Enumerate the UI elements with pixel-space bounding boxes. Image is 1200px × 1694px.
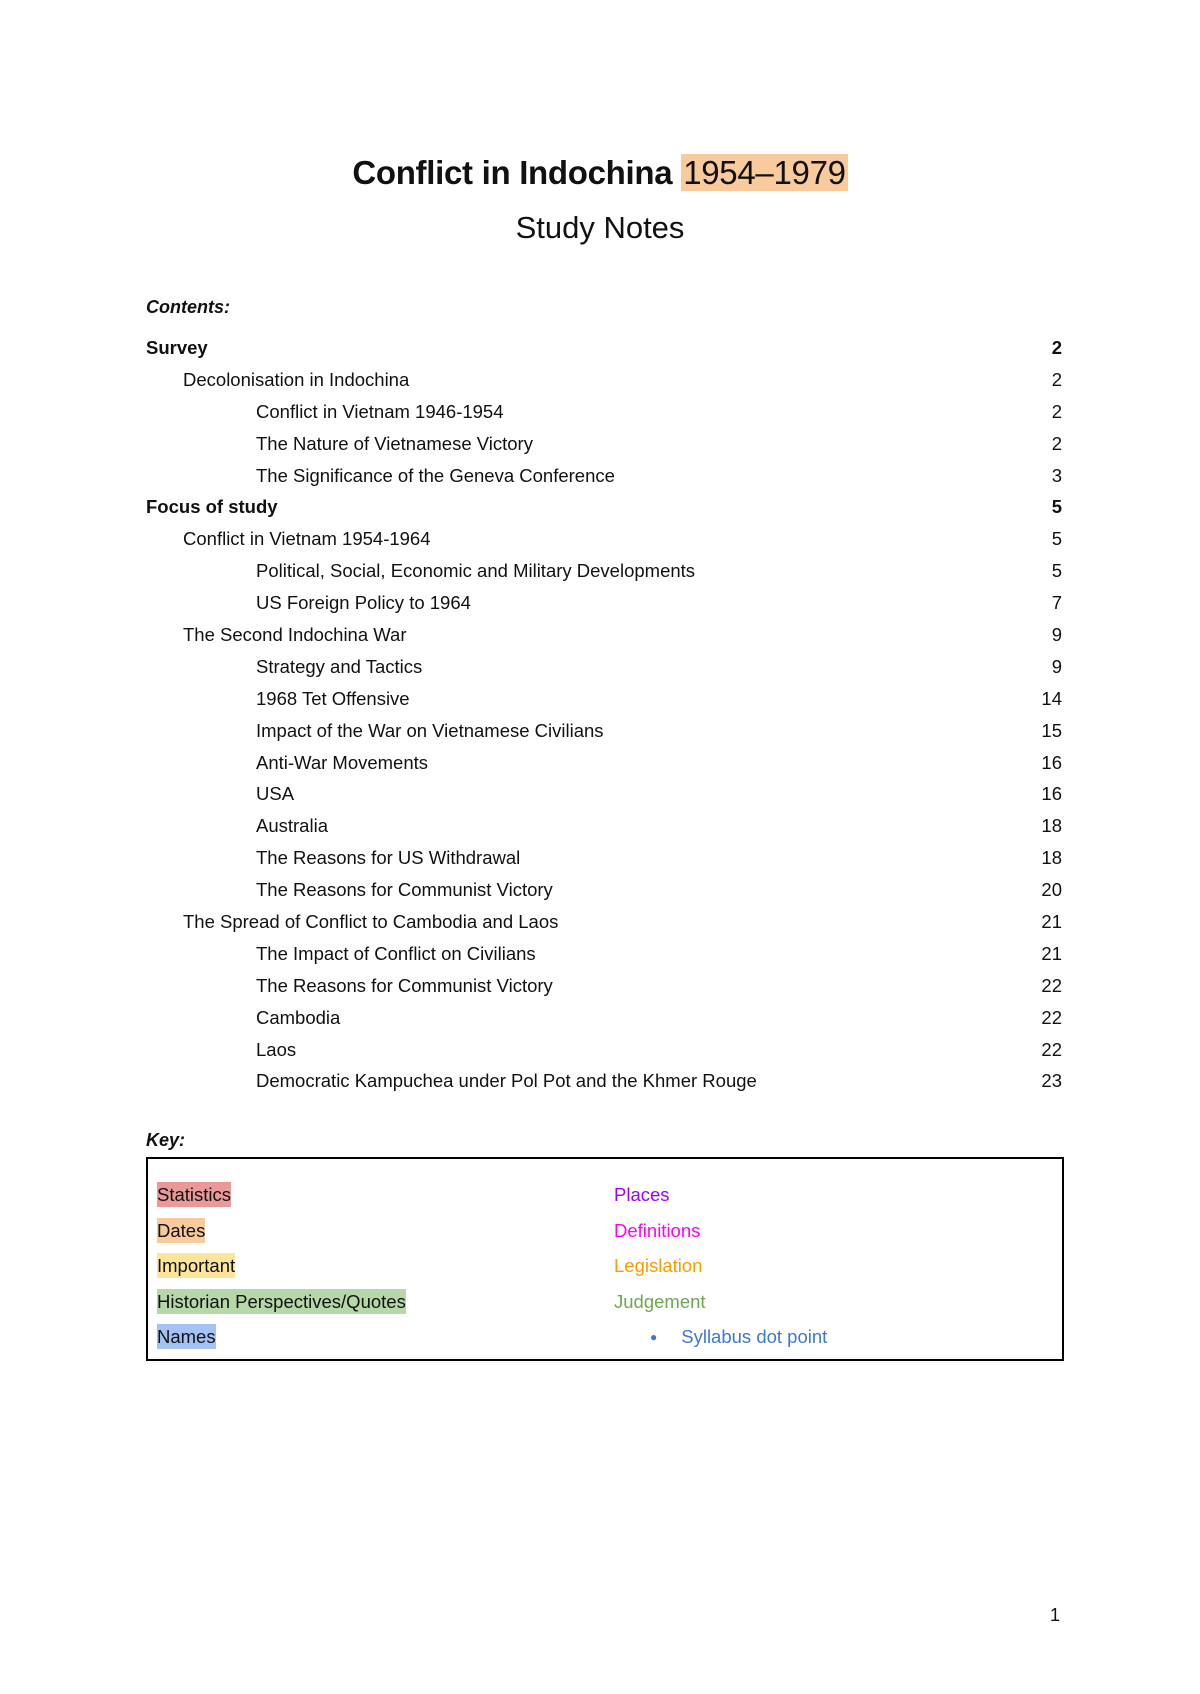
toc-entry-title: Political, Social, Economic and Military Developments bbox=[256, 560, 696, 582]
key-highlight-label: Statistics bbox=[157, 1184, 232, 1205]
key-syllabus-item bbox=[614, 1319, 827, 1355]
toc-entry-title: USA bbox=[256, 783, 295, 805]
toc-entry-page-number: 2 bbox=[1051, 432, 1062, 454]
toc-entry-title: The Reasons for Communist Victory bbox=[256, 974, 553, 996]
toc-entry[interactable] bbox=[146, 778, 1062, 810]
title-block bbox=[0, 150, 1200, 248]
toc-entry[interactable] bbox=[146, 555, 1062, 587]
toc-entry-title: Focus of study bbox=[146, 496, 278, 518]
toc-entry-page-number: 16 bbox=[1041, 783, 1062, 805]
toc-entry[interactable] bbox=[146, 874, 1062, 906]
toc-entry-title: The Second Indochina War bbox=[183, 624, 407, 646]
toc-entry[interactable] bbox=[146, 364, 1062, 396]
toc-entry[interactable] bbox=[146, 938, 1062, 970]
toc-entry-title: Conflict in Vietnam 1954-1964 bbox=[183, 528, 431, 550]
toc-entry-title: The Significance of the Geneva Conference bbox=[256, 464, 615, 486]
toc-entry-title: The Reasons for Communist Victory bbox=[256, 879, 553, 901]
key-label: Key: bbox=[146, 1130, 186, 1150]
syllabus-label: Syllabus dot point bbox=[681, 1326, 828, 1347]
toc-entry-page-number: 5 bbox=[1051, 528, 1062, 550]
key-highlight-column bbox=[157, 1177, 406, 1355]
toc-entry[interactable] bbox=[146, 810, 1062, 842]
toc-entry-title: Anti-War Movements bbox=[256, 751, 429, 773]
toc-entry-page-number: 16 bbox=[1041, 751, 1062, 773]
toc-entry[interactable] bbox=[146, 906, 1062, 938]
toc-entry-title: Impact of the War on Vietnamese Civilians bbox=[256, 719, 604, 741]
toc-entry-page-number: 14 bbox=[1041, 687, 1062, 709]
toc-entry-page-number: 21 bbox=[1041, 942, 1062, 964]
toc-entry[interactable] bbox=[146, 970, 1062, 1002]
toc-entry[interactable] bbox=[146, 491, 1062, 523]
toc-entry-title: Australia bbox=[256, 815, 328, 837]
toc-entry[interactable] bbox=[146, 332, 1062, 364]
toc-entry-page-number: 15 bbox=[1041, 719, 1062, 741]
title-years-highlight: 1954–1979 bbox=[683, 154, 846, 191]
toc-entry-page-number: 7 bbox=[1051, 592, 1062, 614]
key-text-color-column bbox=[614, 1177, 827, 1355]
toc-entry-page-number: 18 bbox=[1041, 815, 1062, 837]
toc-entry-page-number: 2 bbox=[1051, 400, 1062, 422]
toc-entry-page-number: 5 bbox=[1051, 496, 1062, 518]
page-number: 1 bbox=[1049, 1605, 1060, 1625]
key-highlight-item bbox=[157, 1284, 406, 1320]
toc-entry[interactable] bbox=[146, 1065, 1062, 1097]
key-highlight-item bbox=[157, 1319, 406, 1355]
key-color-item: Judgement bbox=[614, 1290, 706, 1312]
title-text: Conflict in Indochina bbox=[352, 154, 673, 191]
toc-entry[interactable] bbox=[146, 396, 1062, 428]
toc-entry[interactable] bbox=[146, 587, 1062, 619]
toc-entry[interactable] bbox=[146, 747, 1062, 779]
bullet-dot-icon: ● bbox=[650, 1330, 658, 1345]
toc-entry[interactable] bbox=[146, 523, 1062, 555]
key-highlight-label: Important bbox=[157, 1255, 236, 1276]
contents-label: Contents: bbox=[146, 297, 230, 317]
toc-entry-title: Survey bbox=[146, 337, 208, 358]
toc-entry-title: Decolonisation in Indochina bbox=[183, 368, 410, 390]
toc-entry[interactable] bbox=[146, 715, 1062, 747]
toc-entry-title: 1968 Tet Offensive bbox=[256, 687, 410, 709]
toc-entry-title: The Reasons for US Withdrawal bbox=[256, 847, 521, 869]
toc-entry-title: Laos bbox=[256, 1038, 297, 1060]
toc-entry-page-number: 22 bbox=[1041, 1006, 1062, 1028]
key-color-item: Legislation bbox=[614, 1255, 703, 1276]
toc-entry-title: The Spread of Conflict to Cambodia and Laos bbox=[183, 911, 559, 933]
toc-entry-page-number: 2 bbox=[1051, 368, 1062, 390]
toc-entry[interactable] bbox=[146, 651, 1062, 683]
toc-entry-page-number: 23 bbox=[1041, 1070, 1062, 1092]
toc-entry-page-number: 22 bbox=[1041, 974, 1062, 996]
toc-entry-page-number: 20 bbox=[1041, 879, 1062, 901]
toc-entry[interactable] bbox=[146, 619, 1062, 651]
document-title bbox=[0, 150, 1200, 196]
key-color-item: Places bbox=[614, 1184, 670, 1205]
toc-entry[interactable] bbox=[146, 428, 1062, 460]
toc-entry-page-number: 2 bbox=[1051, 337, 1062, 358]
toc-entry-title: US Foreign Policy to 1964 bbox=[256, 592, 471, 614]
toc-entry-title: Cambodia bbox=[256, 1006, 341, 1028]
toc-entry-page-number: 5 bbox=[1051, 560, 1062, 582]
key-highlight-label: Dates bbox=[157, 1219, 206, 1241]
toc-entry[interactable] bbox=[146, 842, 1062, 874]
key-highlight-label: Historian Perspectives/Quotes bbox=[157, 1290, 406, 1312]
key-highlight-item bbox=[157, 1248, 406, 1284]
table-of-contents bbox=[146, 332, 1062, 1097]
toc-entry-page-number: 9 bbox=[1051, 655, 1062, 677]
toc-entry[interactable] bbox=[146, 1002, 1062, 1034]
toc-entry-page-number: 21 bbox=[1041, 911, 1062, 933]
toc-entry-page-number: 18 bbox=[1041, 847, 1062, 869]
document-subtitle: Study Notes bbox=[515, 210, 685, 245]
key-color-item: Definitions bbox=[614, 1219, 701, 1241]
toc-entry-title: Conflict in Vietnam 1946-1954 bbox=[256, 400, 504, 422]
toc-entry-title: The Impact of Conflict on Civilians bbox=[256, 942, 536, 964]
toc-entry-title: Strategy and Tactics bbox=[256, 655, 423, 677]
toc-entry-page-number: 3 bbox=[1051, 464, 1062, 486]
toc-entry-page-number: 9 bbox=[1051, 624, 1062, 646]
toc-entry[interactable] bbox=[146, 460, 1062, 492]
toc-entry-page-number: 22 bbox=[1041, 1038, 1062, 1060]
toc-entry-title: Democratic Kampuchea under Pol Pot and the Khmer Rouge bbox=[256, 1070, 757, 1092]
key-highlight-item bbox=[157, 1213, 406, 1249]
toc-entry-title: The Nature of Vietnamese Victory bbox=[256, 432, 533, 454]
toc-entry[interactable] bbox=[146, 683, 1062, 715]
key-legend-box bbox=[146, 1157, 1064, 1361]
key-highlight-item bbox=[157, 1177, 406, 1213]
key-highlight-label: Names bbox=[157, 1326, 216, 1347]
toc-entry[interactable] bbox=[146, 1034, 1062, 1066]
